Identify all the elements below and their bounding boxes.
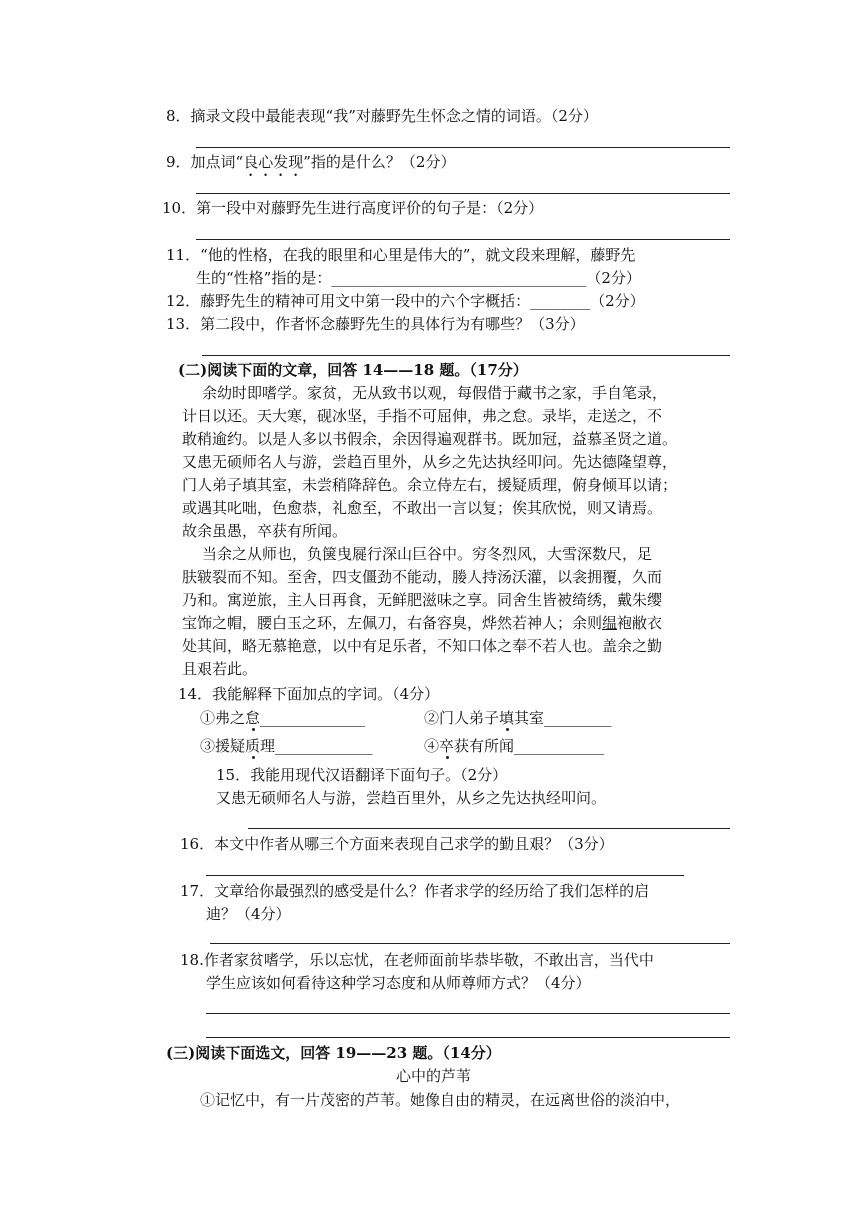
q14-dotted-3: 质	[245, 737, 261, 755]
section-3-heading: (三)阅读下面选文，回答 19——23 题。（14分）	[166, 1044, 501, 1062]
question-17-line1: 17．文章给你最强烈的感受是什么？作者求学的经历给了我们怎样的启	[180, 882, 650, 900]
q9-prefix: 9．加点词“	[166, 153, 244, 171]
question-11-line2: 生的“性格”指的是：__________________________________（2分）	[196, 269, 641, 287]
passage-line: 余幼时即嗜学。家贫，无从致书以观，每假借于藏书之家，手自笔录，	[202, 384, 668, 402]
answer-line-13	[202, 355, 730, 356]
question-13: 13．第二段中，作者怀念藤野先生的具体行为有哪些？（3分）	[166, 315, 585, 333]
question-15: 15．我能用现代汉语翻译下面句子。（2分）	[216, 766, 508, 784]
passage-line: 宝饰之帽，腰白玉之环，左佩刀，右备容臭，烨然若神人；余则缊袍敝衣	[182, 614, 663, 632]
question-8: 8．摘录文段中最能表现“我”对藤野先生怀念之情的词语。（2分）	[166, 107, 598, 125]
q14-item-4: ④卒获有所闻____________	[424, 737, 605, 755]
answer-line-15	[248, 828, 730, 829]
answer-line-18a	[206, 1013, 730, 1014]
q14-item-2: ②门人弟子填其室_________	[424, 709, 612, 727]
passage-underlined-char: 缊	[602, 614, 618, 632]
q9-suffix: ”指的是什么？（2分）	[303, 153, 456, 171]
passage-line: 处其间，略无慕艳意，以中有足乐者，不知口体之奉不若人也。盖余之勤	[182, 637, 663, 655]
q14-item-3: ③援疑质理_____________	[200, 737, 373, 755]
passage-line: 又患无硕师名人与游，尝趋百里外，从乡之先达执经叩问。先达德隆望尊，	[182, 453, 678, 471]
passage-line: 计日以还。天大寒，砚冰坚，手指不可屈伸，弗之怠。录毕，走送之，不	[182, 407, 663, 425]
answer-line-17	[210, 943, 730, 944]
passage-line: 肤皲裂而不知。至舍，四支僵劲不能动，媵人持汤沃灌，以衾拥覆，久而	[182, 568, 663, 586]
answer-line-9	[196, 193, 730, 194]
q14-dotted-2: 填	[499, 709, 515, 727]
question-11-line1: 11．“他的性格，在我的眼里和心里是伟大的”，就文段来理解，藤野先	[166, 246, 636, 264]
question-14: 14．我能解释下面加点的字词。（4分）	[178, 685, 440, 703]
q14-dotted-1: 怠	[245, 709, 261, 727]
answer-line-8	[196, 147, 730, 148]
q14-item-1: ①弗之怠______________	[200, 709, 366, 727]
question-17-line2: 迪？（4分）	[206, 905, 291, 923]
passage-line: 且艰若此。	[182, 660, 258, 678]
passage-line: 或遇其叱咄，色愈恭，礼愈至，不敢出一言以复；俟其欣悦，则又请焉。	[182, 499, 663, 517]
answer-line-16	[206, 875, 684, 876]
question-9	[166, 152, 455, 180]
answer-line-18b	[206, 1037, 730, 1038]
article-title: 心中的芦苇	[396, 1067, 472, 1085]
passage-line: 门人弟子填其室，未尝稍降辞色。余立侍左右，援疑质理，俯身倾耳以请；	[182, 476, 678, 494]
q15-sentence: 又患无硕师名人与游，尝趋百里外，从乡之先达执经叩问。	[216, 789, 607, 807]
section-2-heading: (二)阅读下面的文章，回答 14——18 题。（17分）	[178, 361, 528, 379]
q14-dotted-4: 卒	[439, 737, 455, 755]
q9-dotted-word: 良心发现	[243, 153, 304, 171]
question-18-line2: 学生应该如何看待这种学习态度和从师尊师方式？（4分）	[206, 974, 591, 992]
question-10: 10．第一段中对藤野先生进行高度评价的句子是：（2分）	[162, 199, 544, 217]
passage-line: 故余虽愚，卒获有所闻。	[182, 522, 348, 540]
question-18-line1: 18.作者家贫嗜学，乐以忘忧，在老师面前毕恭毕敬，不敢出言，当代中	[180, 951, 654, 969]
question-12: 12．藤野先生的精神可用文中第一段中的六个字概括：________（2分）	[166, 292, 645, 310]
passage-line: 敢稍逾约。以是人多以书假余，余因得遍观群书。既加冠，益慕圣贤之道。	[182, 430, 678, 448]
question-16: 16．本文中作者从哪三个方面来表现自己求学的勤且艰？（3分）	[180, 835, 614, 853]
section-3-paragraph-1: ①记忆中，有一片茂密的芦苇。她像自由的精灵，在远离世俗的淡泊中，	[200, 1091, 681, 1109]
passage-line: 乃和。寓逆旅，主人日再食，无鲜肥滋味之享。同舍生皆被绮绣，戴朱缨	[182, 591, 663, 609]
passage-line: 当余之从师也，负箧曳屣行深山巨谷中。穷冬烈风，大雪深数尺，足	[202, 545, 653, 563]
answer-line-10	[196, 239, 730, 240]
